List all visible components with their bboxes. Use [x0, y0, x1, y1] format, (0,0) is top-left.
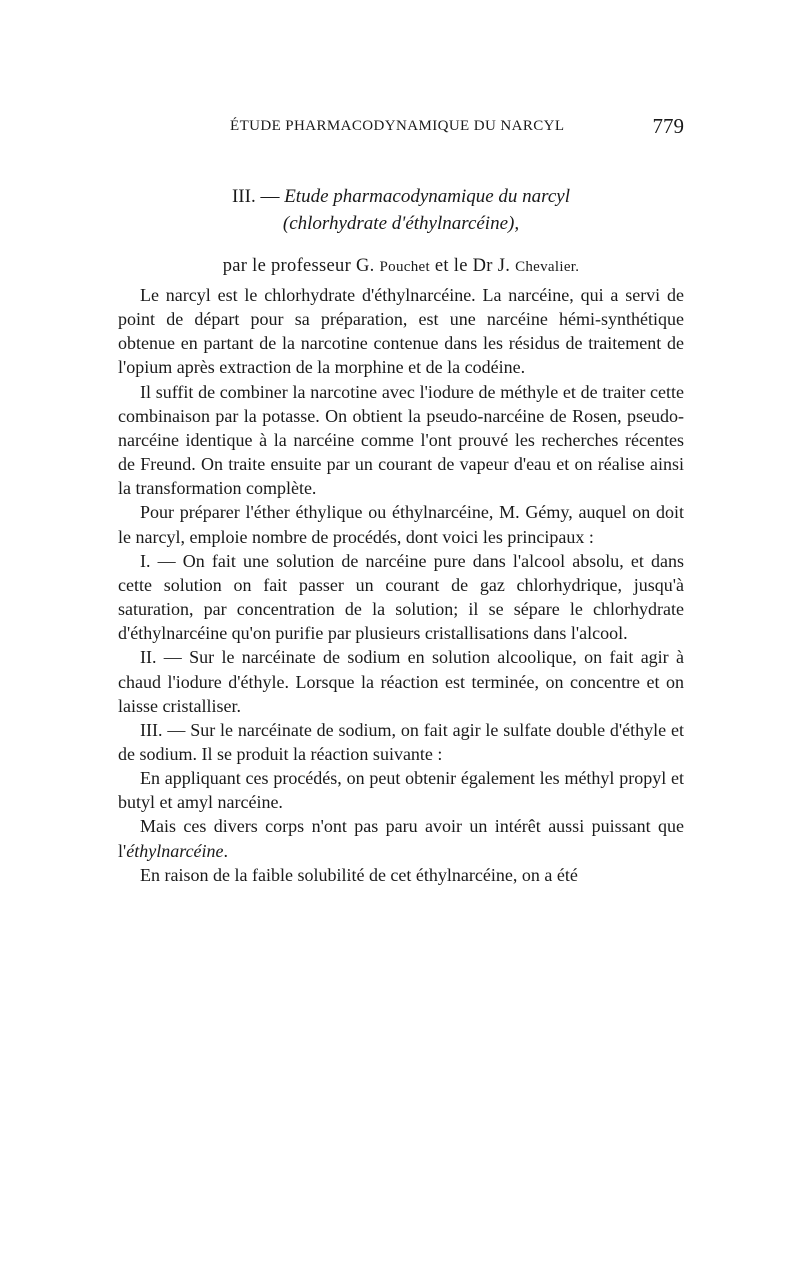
running-title: ÉTUDE PHARMACODYNAMIQUE DU NARCYL	[230, 118, 565, 134]
section-title: Etude pharmacodynamique du narcyl	[284, 186, 571, 207]
byline-and: et le Dr J.	[434, 256, 511, 276]
paragraph-end: .	[223, 840, 229, 861]
running-head	[118, 114, 684, 144]
body-text	[118, 283, 684, 887]
byline	[118, 256, 684, 277]
paragraph: II. — Sur le narcéinate de sodium en solution alcoolique, on fait agir à chaud l'iodure d'éthyle. Lorsque la réaction est terminée, on concentre et on laisse cristalliser.	[118, 647, 684, 716]
paragraph: Pour préparer l'éther éthylique ou éthylnarcéine, M. Gémy, auquel on doit le narcyl, emploie nombre de procédés, dont voici les principaux :	[118, 502, 684, 547]
paragraph: En appliquant ces procédés, on peut obtenir également les méthyl propyl et butyl et amyl narcéine.	[118, 768, 684, 813]
section-subtitle: (chlorhydrate d'éthylnarcéine),	[282, 213, 520, 234]
paragraph: I. — On fait une solution de narcéine pure dans l'alcool absolu, et dans cette solution on fait passer un courant de gaz chlorhydrique, jusqu'à saturation, par concentration de la solution; il se sépare le chlorhydrate d'éthylnarcéine qu'on purifie par plusieurs cristallisations dans l'alcool.	[118, 550, 684, 644]
paragraph-text: Mais ces divers corps n'ont pas paru avoir un intérêt aussi puissant que l'	[118, 816, 684, 861]
page-number: 779	[652, 114, 684, 138]
paragraph	[118, 814, 684, 862]
italic-term: éthylnarcéine	[126, 840, 224, 861]
author-pouchet: Pouchet	[379, 259, 430, 275]
paragraph: Il suffit de combiner la narcotine avec l'iodure de méthyle et de traiter cette combinaison par la potasse. On obtient la pseudo-narcéine de Rosen, pseudo-narcéine identique à la narcéine comme l'ont prouvé les recherches récentes de Freund. On traite ensuite par un courant de vapeur d'eau et on réalise ainsi la transformation complète.	[118, 381, 684, 499]
section-numeral: III. —	[231, 186, 280, 207]
author-chevalier: Chevalier.	[515, 259, 580, 275]
paragraph: Le narcyl est le chlorhydrate d'éthylnarcéine. La narcéine, qui a servi de point de départ pour sa préparation, est une narcéine hémi-synthétique obtenue en partant de la narcotine contenue dans les résidus de traitement de l'opium après extraction de la morphine et de la codéine.	[118, 285, 684, 378]
paragraph: En raison de la faible solubilité de cet éthylnarcéine, on a été	[140, 864, 578, 885]
section-heading	[118, 186, 684, 208]
byline-prefix: par le professeur G.	[222, 256, 375, 276]
paragraph: III. — Sur le narcéinate de sodium, on fait agir le sulfate double d'éthyle et de sodium. Il se produit la réaction suivante :	[118, 719, 684, 764]
